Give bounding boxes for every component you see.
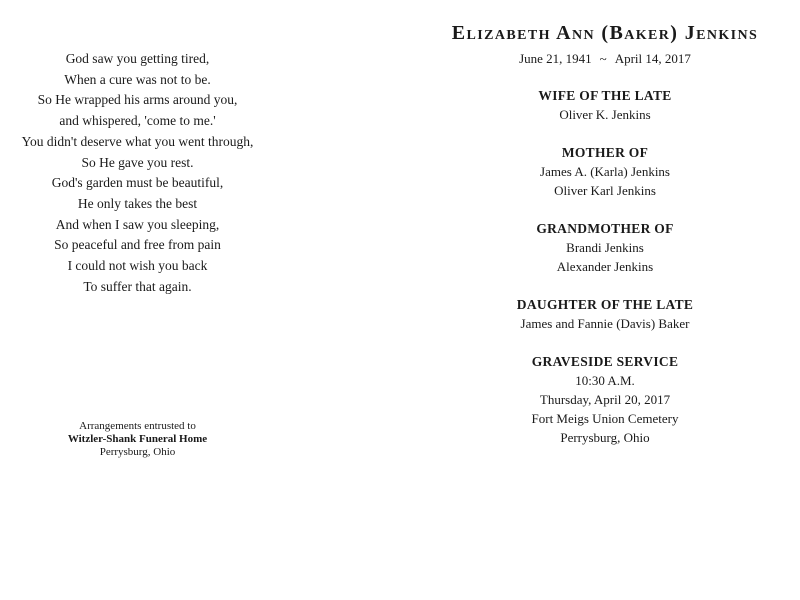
right-panel <box>410 0 800 600</box>
section-line: Oliver Karl Jenkins <box>554 183 656 198</box>
section-wife-of <box>410 86 800 124</box>
section-line: James A. (Karla) Jenkins <box>540 164 670 179</box>
poem-line: and whispered, 'come to me.' <box>59 113 216 129</box>
poem-line: To suffer that again. <box>83 278 192 294</box>
poem-line: God's garden must be beautiful, <box>51 175 224 191</box>
poem-line: So peaceful and free from pain <box>54 237 221 253</box>
date-separator: ~ <box>599 51 607 66</box>
section-heading: GRANDMOTHER OF <box>536 221 674 236</box>
section-line: James and Fannie (Davis) Baker <box>520 316 690 331</box>
poem-line: When a cure was not to be. <box>64 71 211 87</box>
section-daughter-of <box>410 295 800 333</box>
deceased-name: Elizabeth Ann (Baker) Jenkins <box>451 22 759 44</box>
section-line: Brandi Jenkins <box>566 240 644 255</box>
service-location: Perrysburg, Ohio <box>560 430 650 445</box>
section-grandmother-of <box>410 219 800 276</box>
section-heading: DAUGHTER OF THE LATE <box>516 297 694 312</box>
arrangements-intro: Arrangements entrusted to <box>79 420 196 432</box>
poem-line: You didn't deserve what you went through, <box>21 133 254 149</box>
section-heading: GRAVESIDE SERVICE <box>531 354 679 369</box>
service-date: Thursday, April 20, 2017 <box>539 392 671 407</box>
arrangements-block <box>0 420 275 459</box>
funeral-home-location: Perrysburg, Ohio <box>99 446 176 458</box>
life-dates <box>410 51 800 67</box>
left-panel <box>0 0 275 600</box>
service-time: 10:30 A.M. <box>575 373 635 388</box>
section-line: Oliver K. Jenkins <box>559 107 651 122</box>
death-date: April 14, 2017 <box>614 51 691 66</box>
poem <box>0 49 275 297</box>
section-heading: WIFE OF THE LATE <box>538 88 672 103</box>
section-graveside-service <box>410 352 800 447</box>
section-line: Alexander Jenkins <box>556 259 654 274</box>
funeral-home-name: Witzler-Shank Funeral Home <box>67 433 208 445</box>
poem-line: God saw you getting tired, <box>65 51 210 66</box>
poem-line: So He gave you rest. <box>81 154 194 170</box>
poem-line: And when I saw you sleeping, <box>55 216 220 232</box>
poem-line: I could not wish you back <box>67 258 208 274</box>
service-venue: Fort Meigs Union Cemetery <box>531 411 679 426</box>
birth-date: June 21, 1941 <box>519 51 592 66</box>
poem-line: He only takes the best <box>77 195 198 211</box>
section-heading: MOTHER OF <box>561 145 649 160</box>
section-mother-of <box>410 143 800 200</box>
poem-line: So He wrapped his arms around you, <box>37 92 238 108</box>
